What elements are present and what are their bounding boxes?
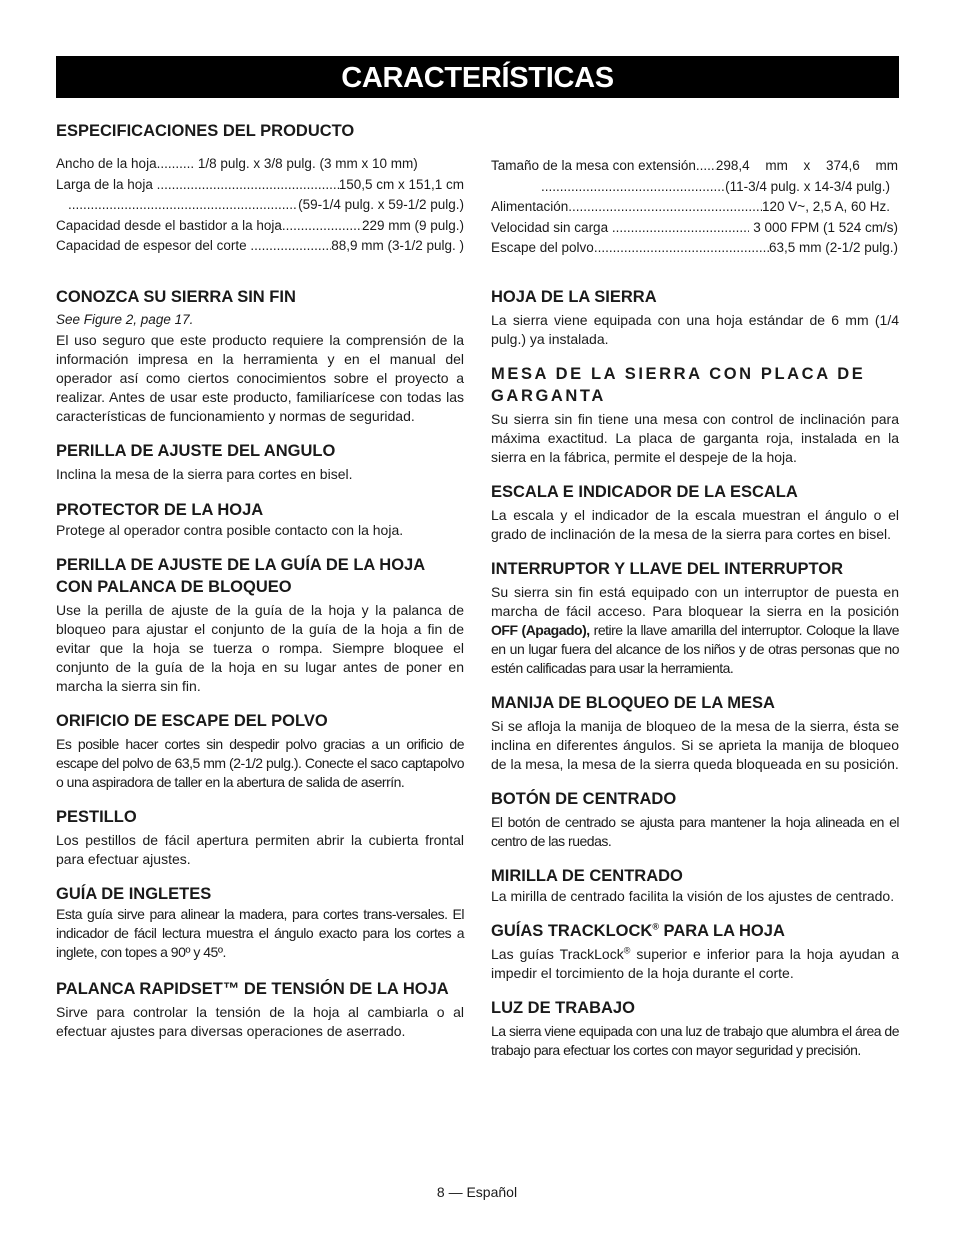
specs-right-list [491, 156, 898, 259]
spec-dots: .......... [156, 156, 195, 171]
section-heading: ESCALA E INDICADOR DE LA ESCALA [491, 483, 798, 501]
section-angle-knob [56, 440, 464, 484]
section-heading [491, 920, 899, 942]
page-footer: 8 — Español [436, 1184, 518, 1200]
section-heading: PERILLA DE AJUSTE DE LA GUÍA DE LA HOJA CON PALANCA DE BLOQUEO [56, 556, 425, 596]
section-heading: PALANCA RAPIDSET™ DE TENSIÓN DE LA HOJA [56, 980, 449, 998]
section-scale-indicator [491, 481, 899, 544]
section-body: El uso seguro que este producto requiere la comprensión de la información impresa en la herramienta y en el manual del operador así como ciertos conocimientos sobre el proyecto a realizar. Antes de usar este producto, familiarícese con todas las características de funcionamiento y normas de seguridad. [56, 332, 464, 424]
section-saw-blade [491, 286, 899, 349]
leader-dots [541, 177, 725, 198]
section-work-light [491, 997, 899, 1060]
spec-row-cut-depth [56, 236, 464, 257]
section-table-lock [491, 692, 899, 774]
specs-heading: ESPECIFICACIONES DEL PRODUCTO [56, 122, 355, 140]
leader-dots [594, 238, 769, 259]
section-body: Use la perilla de ajuste de la guía de la hoja y la palanca de bloqueo para ajustar el conjunto de la guía de la hoja a fin de evitar que la hoja se tuerza o rompa. Siempre bloquee el conjunto de la guía de la hoja en su lugar antes de poner en marcha la sierra sin fin. [56, 602, 464, 694]
page-title: CARACTERÍSTICAS [341, 62, 614, 94]
section-tracklock-guides [491, 920, 899, 983]
section-table-throat-plate [491, 363, 899, 467]
section-body: Inclina la mesa de la sierra para cortes en bisel. [56, 466, 353, 482]
section-body: Sirve para controlar la tensión de la hoja al cambiarla o al efectuar ajustes para diversas operaciones de aserrado. [56, 1004, 464, 1039]
section-body: La escala y el indicador de la escala muestran el ángulo o el grado de inclinación de la mesa de la sierra para cortes en bisel. [491, 507, 899, 542]
spec-value: 229 mm (9 pulg.) [361, 217, 464, 233]
section-heading: LUZ DE TRABAJO [491, 999, 635, 1017]
spec-label: Alimentación [491, 199, 569, 214]
spec-row-table-size [491, 156, 898, 177]
leader-dots [68, 195, 298, 216]
spec-row-no-load-speed [491, 218, 898, 239]
section-blade-guard [56, 499, 464, 540]
spec-value: 1/8 pulg. x 3/8 pulg. (3 mm x 10 mm) [197, 156, 418, 171]
body-text: superior e inferior para la hoja ayudan a impedir el torcimiento de la hoja durante el corte. [491, 946, 899, 981]
spec-row-blade-length [56, 175, 464, 196]
spec-row-dust-port [491, 238, 898, 259]
leader-dots [568, 197, 762, 218]
section-centering-window [491, 865, 899, 906]
section-body [491, 945, 899, 983]
section-heading: ORIFICIO DE ESCAPE DEL POLVO [56, 712, 328, 730]
spec-value: 120 V~, 2,5 A, 60 Hz. [762, 199, 890, 214]
off-position-label: OFF (Apagado), [491, 622, 590, 638]
spec-label: Velocidad sin carga [491, 219, 609, 235]
section-body: Es posible hacer cortes sin despedir polvo gracias a un orificio de escape del polvo de 63,5 mm (2-1/2 pulg.). Conecte el saco captapolvo o una aspiradora de taller en la abertura de salida de aserrín. [56, 736, 464, 790]
section-heading: CONOZCA SU SIERRA SIN FIN [56, 288, 296, 306]
section-latch [56, 806, 464, 869]
leader-dots [250, 236, 331, 257]
section-heading: HOJA DE LA SIERRA [491, 288, 657, 306]
section-body [491, 583, 899, 678]
right-column [491, 286, 899, 1077]
spec-value: (11-3/4 pulg. x 14-3/4 pulg.) [725, 178, 890, 194]
spec-value: 63,5 mm (2-1/2 pulg.) [768, 240, 898, 255]
section-heading: PROTECTOR DE LA HOJA [56, 501, 264, 519]
spec-label: Ancho de la hoja [56, 156, 157, 171]
section-body: Si se afloja la manija de bloqueo de la mesa de la sierra, ésta se inclina en diferentes ángulos. Si se aprieta la manija de bloqueo de la mesa, la mesa de la sierra queda bloqueada en su posición. [491, 718, 899, 772]
spec-value: (59-1/4 pulg. x 59-1/2 pulg.) [298, 197, 464, 212]
section-miter-gauge [56, 883, 464, 962]
spec-value: 3 000 FPM (1 524 cm/s) [753, 219, 898, 235]
section-heading: GUÍA DE INGLETES [56, 885, 212, 903]
section-guide-knob [56, 554, 464, 696]
leader-dots [157, 175, 339, 196]
leader-dots [612, 218, 750, 239]
spec-row-blade-width [56, 154, 464, 175]
heading-text: PARA LA HOJA [658, 922, 785, 940]
section-heading: MANIJA DE BLOQUEO DE LA MESA [491, 694, 775, 712]
registered-mark: ® [623, 945, 631, 956]
spec-row-blade-length-imperial [56, 195, 464, 216]
heading-text: GUÍAS TRACKLOCK [491, 922, 653, 940]
section-heading: BOTÓN DE CENTRADO [491, 790, 677, 808]
figure-reference: See Figure 2, page 17. [56, 312, 194, 327]
body-text: Su sierra sin fin está equipado con un interruptor de puesta en marcha de fácil acceso. Para bloquear la sierra en la posición [491, 584, 899, 619]
section-heading: MIRILLA DE CENTRADO [491, 867, 683, 885]
leader-dots [282, 216, 362, 237]
specs-left-list [56, 154, 464, 257]
body-text: retire la llave amarilla del interruptor. Coloque la llave en un lugar fuera del alcance de los niños y de otras personas que no estén calificadas para usar la herramienta. [491, 622, 899, 676]
body-text: Las guías TrackLock [491, 946, 624, 962]
section-heading: INTERRUPTOR Y LLAVE DEL INTERRUPTOR [491, 560, 844, 578]
section-body: Los pestillos de fácil apertura permiten abrir la cubierta frontal para efectuar ajustes. [56, 832, 464, 867]
title-banner [56, 56, 899, 98]
section-centering-knob [491, 788, 899, 851]
spec-value: 150,5 cm x 151,1 cm [338, 176, 464, 192]
spec-label: Escape del polvo [491, 240, 594, 255]
section-rapidset-lever [56, 978, 464, 1041]
section-heading: MESA DE LA SIERRA CON PLACA DE GARGANTA [491, 365, 866, 405]
section-heading: PERILLA DE AJUSTE DEL ANGULO [56, 442, 336, 460]
section-body: La mirilla de centrado facilita la visión de los ajustes de centrado. [491, 888, 895, 904]
section-body: La sierra viene equipada con una luz de trabajo que alumbra el área de trabajo para efectuar los cortes con mayor seguridad y precisión. [491, 1023, 899, 1058]
leader-dots [696, 156, 716, 177]
spec-row-power [491, 197, 898, 218]
section-body: La sierra viene equipada con una hoja estándar de 6 mm (1/4 pulg.) ya instalada. [491, 312, 899, 347]
left-column [56, 286, 464, 1058]
section-heading: PESTILLO [56, 808, 137, 826]
section-body: Protege al operador contra posible contacto con la hoja. [56, 522, 404, 538]
registered-mark: ® [652, 921, 659, 932]
section-body: Esta guía sirve para alinear la madera, para cortes trans-versales. El indicador de fácil lectura muestra el ángulo exacto para los cortes a inglete, con topes a 90º y 45º. [56, 906, 464, 960]
spec-value: 88,9 mm (3-1/2 pulg. ) [331, 238, 464, 253]
spec-label: Larga de la hoja [56, 176, 153, 192]
spec-label: Capacidad de espesor del corte [56, 238, 247, 253]
section-dust-port [56, 710, 464, 792]
section-body: Su sierra sin fin tiene una mesa con control de inclinación para máxima exactitud. La placa de garganta roja, instalada en la sierra en la fábrica, permite el despeje de la hoja. [491, 411, 899, 465]
spec-row-throat-capacity [56, 216, 464, 237]
section-switch-key [491, 558, 899, 678]
spec-value: 298,4 mm x 374,6 mm [715, 158, 898, 173]
section-know-your-saw [56, 286, 464, 426]
spec-label: Capacidad desde el bastidor a la hoja [56, 217, 282, 233]
section-body: El botón de centrado se ajusta para mantener la hoja alineada en el centro de las ruedas. [491, 814, 899, 849]
spec-row-table-size-imperial [491, 177, 898, 198]
spec-label: Tamaño de la mesa con extensión [491, 158, 696, 173]
